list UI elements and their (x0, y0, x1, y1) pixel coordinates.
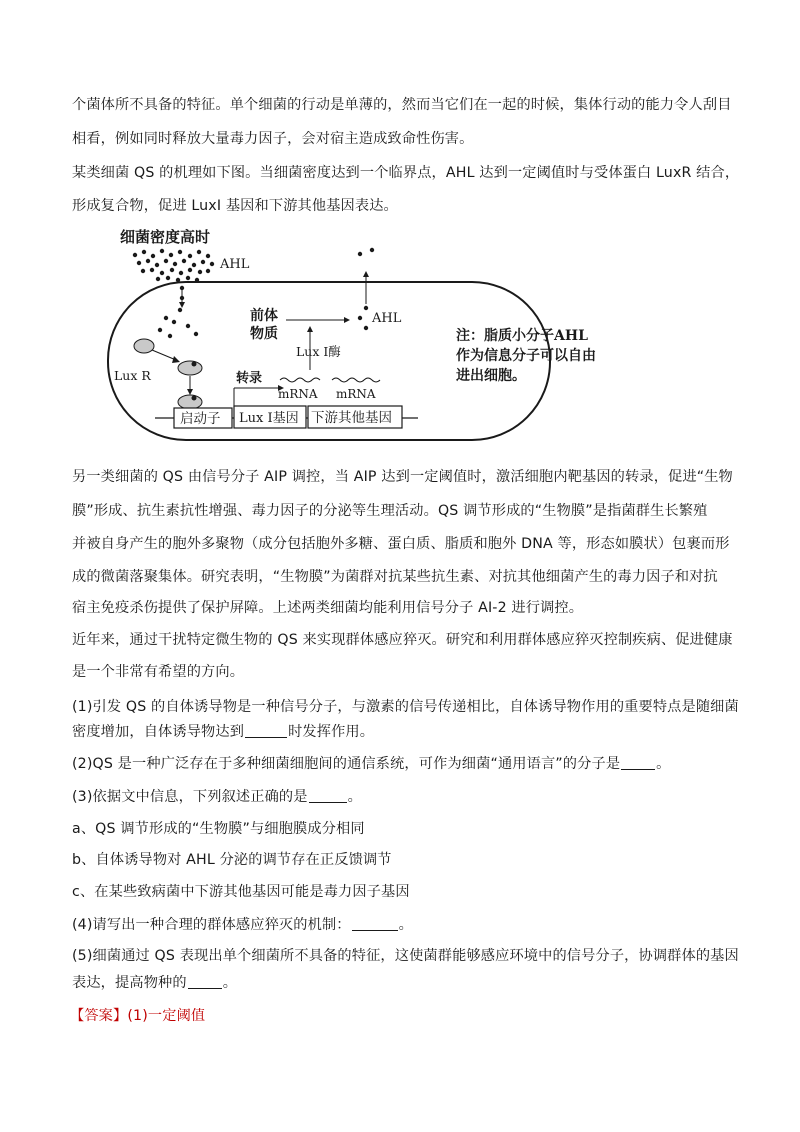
question-3 (72, 787, 362, 807)
question-3-text: (3)依据文中信息，下列叙述正确的是 (72, 789, 308, 805)
question-4 (72, 915, 413, 935)
paragraph-line: 近年来，通过干扰特定微生物的 QS 来实现群体感应猝灭。研究和利用群体感应猝灭控制疾病、促进健康 (72, 632, 733, 648)
answer-blank-4[interactable] (352, 916, 398, 931)
luxi-gene-label: Lux I基因 (239, 411, 299, 426)
luxr-label: Lux R (114, 368, 151, 383)
question-5-tail: 。 (222, 975, 238, 991)
question-5-line-1: (5)细菌通过 QS 表现出单个细菌所不具备的特征，这使菌群能够感应环境中的信号分子，协调群体的基因 (72, 948, 739, 964)
bound-complex (178, 395, 202, 409)
option-b: b、自体诱导物对 AHL 分泌的调节存在正反馈调节 (72, 852, 392, 868)
paragraph-line: 并被自身产生的胞外多聚物（成分包括胞外多糖、蛋白质、脂质和胞外 DNA 等，形态如膜状）包裹而形 (72, 536, 730, 552)
note-line-2: 作为信息分子可以自由 (456, 348, 596, 364)
note-line-3: 进出细胞。 (456, 368, 526, 384)
question-4-text: (4)请写出一种合理的群体感应猝灭的机制： (72, 917, 351, 933)
ahl-label-inside: AHL (372, 311, 402, 326)
promoter-label: 启动子 (180, 411, 221, 427)
mrna-wave-2 (332, 378, 380, 382)
paragraph-line: 成的微菌落聚集体。研究表明，“生物膜”为菌群对抗某些抗生素、对抗其他细菌产生的毒力因子和对抗 (72, 569, 718, 585)
ahl-label-outside: AHL (220, 257, 250, 272)
note-line-1: 注：脂质小分子AHL (456, 328, 588, 344)
paragraph-line: 某类细菌 QS 的机理如下图。当细菌密度达到一个临界点，AHL 达到一定阈值时与受体蛋白 LuxR 结合， (72, 165, 740, 181)
question-1-tail: 时发挥作用。 (288, 724, 375, 740)
answer-blank-2[interactable] (621, 755, 655, 770)
mrna-wave-1 (280, 378, 320, 382)
answer-line (70, 1006, 205, 1026)
question-2-tail: 。 (656, 756, 671, 772)
question-5-text: 表达，提高物种的 (72, 975, 187, 991)
question-3-tail: 。 (347, 789, 362, 805)
question-2-text: (2)QS 是一种广泛存在于多种细菌细胞间的通信系统，可作为细菌“通用语言”的分子是 (72, 756, 621, 772)
luxi-enzyme-label: Lux I酶 (296, 344, 341, 359)
paragraph-line: 形成复合物，促进 LuxI 基因和下游其他基因表达。 (72, 198, 398, 214)
question-1-line-1: (1)引发 QS 的自体诱导物是一种信号分子，与激素的信号传递相比，自体诱导物作用的重要特点是随细菌 (72, 699, 739, 715)
precursor-label-2: 物质 (250, 326, 278, 342)
question-4-tail: 。 (398, 917, 413, 933)
answer-blank-1[interactable] (245, 723, 287, 738)
paragraph-line: 个菌体所不具备的特征。单个细菌的行动是单薄的，然而当它们在一起的时候，集体行动的能力令人刮目 (72, 97, 732, 113)
mrna-label-2: mRNA (336, 387, 376, 401)
downstream-gene-label: 下游其他基因 (311, 410, 392, 426)
paragraph-line: 是一个非常有希望的方向。 (72, 664, 245, 680)
question-1-line-2 (72, 722, 374, 742)
question-2 (72, 754, 671, 774)
ahl-molecules-outside (133, 249, 214, 282)
question-5-line-2 (72, 973, 237, 993)
paragraph-line: 另一类细菌的 QS 由信号分子 AIP 调控，当 AIP 达到一定阈值时，激活细胞内靶基因的转录，促进“生物 (72, 469, 733, 485)
precursor-label-1: 前体 (250, 308, 278, 324)
transcription-label: 转录 (236, 371, 263, 386)
luxr-protein (134, 339, 154, 353)
luxr-ahl-complex (178, 361, 202, 375)
answer-text: (1)一定阈值 (127, 1008, 206, 1024)
answer-tag: 【答案】 (70, 1008, 128, 1024)
mrna-label-1: mRNA (278, 387, 318, 401)
question-1-text: 密度增加，自体诱导物达到 (72, 724, 245, 740)
paragraph-line: 宿主免疫杀伤提供了保护屏障。上述两类细菌均能利用信号分子 AI-2 进行调控。 (72, 600, 584, 616)
paragraph-line: 膜”形成、抗生素抗性增强、毒力因子的分泌等生理活动。QS 调节形成的“生物膜”是指菌群生长繁殖 (72, 503, 708, 519)
answer-blank-5[interactable] (188, 974, 222, 989)
option-a: a、QS 调节形成的“生物膜”与细胞膜成分相同 (72, 821, 365, 837)
qs-mechanism-diagram (100, 222, 640, 447)
paragraph-line: 相看，例如同时释放大量毒力因子，会对宿主造成致命性伤害。 (72, 131, 474, 147)
answer-blank-3[interactable] (309, 788, 347, 803)
figure-title: 细菌密度高时 (120, 228, 211, 246)
option-c: c、在某些致病菌中下游其他基因可能是毒力因子基因 (72, 884, 410, 900)
ahl-entering (158, 286, 198, 338)
